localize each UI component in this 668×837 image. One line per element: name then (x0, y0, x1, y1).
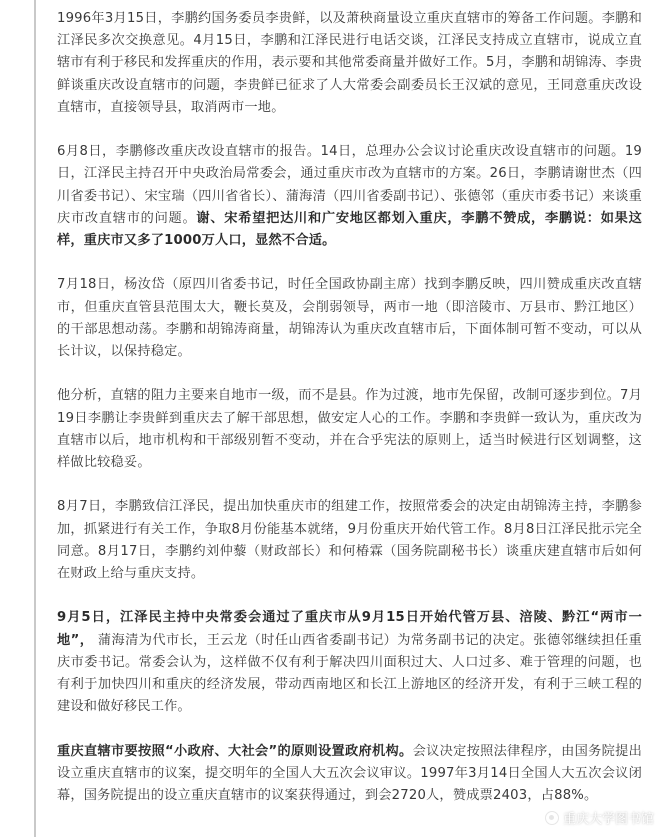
paragraph-bold-text: 9月5日，江泽民主持中央常委会通过了重庆市从9月15日开始代管万县、涪陵、黔江“两市一地”， (57, 610, 642, 648)
library-logo-icon (545, 811, 559, 825)
watermark-text: 重庆大学图书馆 (562, 812, 654, 827)
paragraph-5 (57, 496, 642, 585)
quote-rule (34, 0, 36, 837)
paragraph-3 (57, 274, 642, 363)
paragraph-text: 他分析，直辖的阻力主要来自地市一级，而不是县。作为过渡，地市先保留，改制可逐步到位。7月19日李鹏让李贵鲜到重庆去了解干部思想，做安定人心的工作。李鹏和李贵鲜一致认为，重庆改为直辖市以后，地市机构和干部级别暂不变动，并在合乎宪法的原则上，适当时候进行区划调整，这样做比较稳妥。 (57, 388, 642, 471)
paragraph-1 (57, 8, 642, 119)
paragraph-text: 蒲海清为代市长，王云龙（时任山西省委副书记）为常务副书记的决定。张德邻继续担任重庆市委书记。常委会认为，这样做不仅有利于解决四川面积过大、人口过多、难于管理的问题，也有利于加快四川和重庆的经济发展，带动西南地区和长江上游地区的经济开发，有利于三峡工程的建设和做好移民工作。 (57, 632, 642, 715)
paragraph-text: 8月7日，李鹏致信江泽民，提出加快重庆市的组建工作，按照常委会的决定由胡锦涛主持，李鹏参加，抓紧进行有关工作，争取8月份能基本就绪，9月份重庆开始代管工作。8月8日江泽民批示完全同意。8月17日，李鹏约刘仲藜（财政部长）和何椿霖（国务院副秘书长）谈重庆建直辖市后如何在财政上给与重庆支持。 (57, 499, 642, 582)
paragraph-bold-text: 重庆直辖市要按照“小政府、大社会”的原则设置政府机构。 (57, 743, 413, 759)
paragraph-text: 1996年3月15日，李鹏约国务委员李贵鲜，以及萧秧商量设立重庆直辖市的筹备工作问题。李鹏和江泽民多次交换意见。4月15日，李鹏和江泽民进行电话交谈，江泽民支持成立直辖市，说成立直辖市有利于移民和发挥重庆的作用，表示要和其他常委商量并做好工作。5月，李鹏和胡锦涛、李贵鲜谈重庆改设直辖市的问题，李贵鲜已征求了人大常委会副委员长王汉斌的意见，王同意重庆改设直辖市，直接领导县，取消两市一地。 (57, 11, 642, 115)
paragraph-4 (57, 385, 642, 474)
article-body (57, 8, 642, 829)
paragraph-2 (57, 141, 642, 252)
paragraph-6 (57, 607, 642, 718)
paragraph-bold-text: 谢、宋希望把达川和广安地区都划入重庆，李鹏不赞成，李鹏说：如果这样，重庆市又多了1000万人口，显然不合适。 (57, 210, 642, 249)
watermark (545, 808, 654, 827)
paragraph-7 (57, 741, 642, 808)
paragraph-text: 6月8日，李鹏修改重庆改设直辖市的报告。14日，总理办公会议讨论重庆改设直辖市的问题。19日，江泽民主持召开中央政治局常委会，通过重庆市改为直辖市的方案。26日，李鹏请谢世杰（四川省委书记）、宋宝瑞（四川省省长）、蒲海清（四川省委副书记）、张德邻（重庆市委书记）来谈重庆市改直辖市的问题。 (57, 144, 642, 226)
paragraph-text: 7月18日，杨汝岱（原四川省委书记，时任全国政协副主席）找到李鹏反映，四川赞成重庆改直辖市，但重庆直管县范围太大，鞭长莫及，会削弱领导，两市一地（即涪陵市、万县市、黔江地区）的干部思想动荡。李鹏和胡锦涛商量，胡锦涛认为重庆改直辖市后，下面体制可暂不变动，可以从长计议，以保持稳定。 (57, 277, 642, 360)
paragraph-text: 会议决定按照法律程序，由国务院提出设立重庆直辖市的议案，提交明年的全国人大五次会议审议。1997年3月14日全国人大五次会议闭幕，国务院提出的设立重庆直辖市的议案获得通过，到会2720人，赞成票2403，占88%。 (57, 743, 643, 804)
